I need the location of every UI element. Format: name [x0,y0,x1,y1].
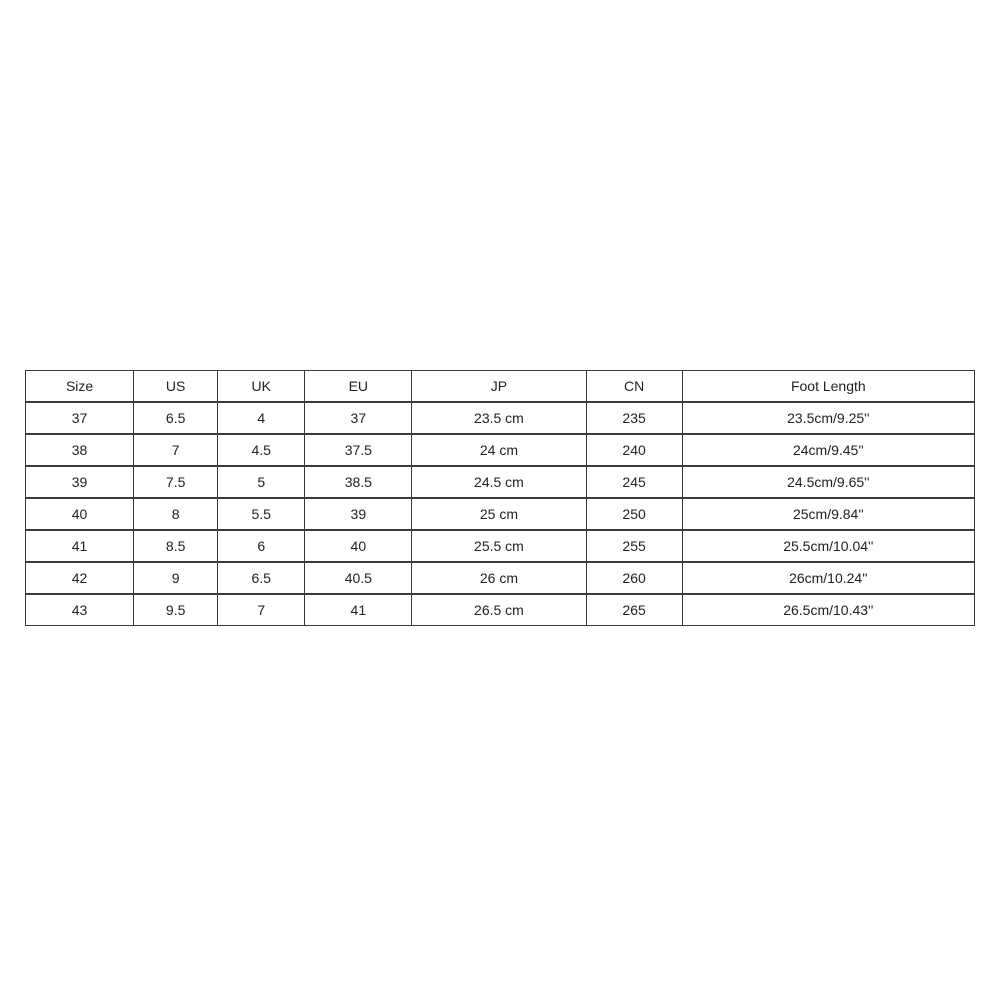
cell-foot-length: 26.5cm/10.43'' [683,594,975,626]
cell-uk: 4 [218,402,305,434]
cell-jp: 26 cm [412,562,586,594]
cell-size: 42 [26,562,134,594]
cell-us: 7.5 [134,466,218,498]
cell-jp: 25.5 cm [412,530,586,562]
cell-uk: 6 [218,530,305,562]
table-row [26,466,975,498]
table-row [26,402,975,434]
cell-jp: 24.5 cm [412,466,586,498]
cell-jp: 23.5 cm [412,402,586,434]
size-chart-table [25,370,975,626]
cell-foot-length: 26cm/10.24'' [683,562,975,594]
table-row [26,562,975,594]
cell-cn: 245 [587,466,683,498]
table-header-row [26,371,975,402]
header-jp: JP [412,371,586,402]
table-row [26,594,975,626]
cell-cn: 255 [587,530,683,562]
table-row [26,434,975,466]
cell-size: 41 [26,530,134,562]
cell-uk: 7 [218,594,305,626]
cell-eu: 40 [305,530,412,562]
cell-eu: 39 [305,498,412,530]
cell-foot-length: 25.5cm/10.04'' [683,530,975,562]
cell-cn: 265 [587,594,683,626]
cell-foot-length: 23.5cm/9.25'' [683,402,975,434]
cell-eu: 37.5 [305,434,412,466]
cell-foot-length: 25cm/9.84'' [683,498,975,530]
cell-foot-length: 24cm/9.45'' [683,434,975,466]
header-eu: EU [305,371,412,402]
table-row [26,498,975,530]
cell-eu: 41 [305,594,412,626]
cell-cn: 260 [587,562,683,594]
cell-jp: 25 cm [412,498,586,530]
cell-cn: 250 [587,498,683,530]
cell-us: 7 [134,434,218,466]
cell-uk: 5.5 [218,498,305,530]
cell-size: 40 [26,498,134,530]
cell-size: 38 [26,434,134,466]
cell-cn: 240 [587,434,683,466]
cell-us: 9 [134,562,218,594]
cell-jp: 24 cm [412,434,586,466]
cell-cn: 235 [587,402,683,434]
cell-uk: 5 [218,466,305,498]
cell-uk: 4.5 [218,434,305,466]
cell-us: 6.5 [134,402,218,434]
cell-eu: 37 [305,402,412,434]
cell-size: 37 [26,402,134,434]
cell-uk: 6.5 [218,562,305,594]
cell-eu: 38.5 [305,466,412,498]
cell-us: 8 [134,498,218,530]
header-cn: CN [587,371,683,402]
cell-eu: 40.5 [305,562,412,594]
cell-size: 43 [26,594,134,626]
cell-foot-length: 24.5cm/9.65'' [683,466,975,498]
table-row [26,530,975,562]
header-size: Size [26,371,134,402]
cell-us: 8.5 [134,530,218,562]
cell-jp: 26.5 cm [412,594,586,626]
header-us: US [134,371,218,402]
cell-us: 9.5 [134,594,218,626]
header-uk: UK [218,371,305,402]
cell-size: 39 [26,466,134,498]
header-foot-length: Foot Length [683,371,975,402]
